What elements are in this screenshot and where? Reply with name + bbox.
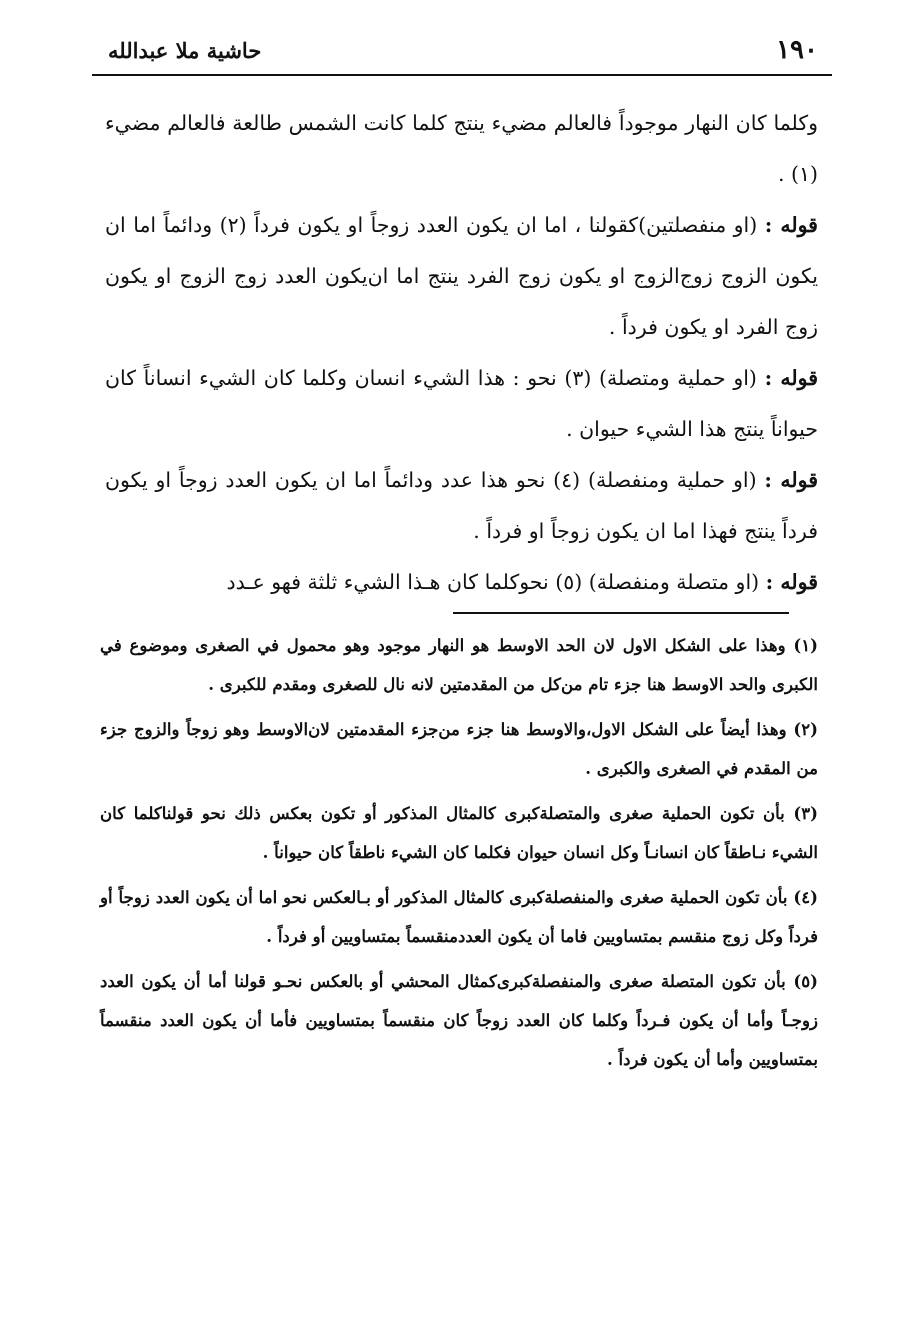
footnote-1: (١) وهذا على الشكل الاول لان الحد الاوسط هو النهار موجود وهو محمول في الصغرى وموضوع في الكبرى والحد الاوسط هنا جزء تام من‌كل من المقدمتين لانه نال للصغرى ومقدم للكبرى . xyxy=(100,635,818,694)
running-title: حاشية ملا عبدالله xyxy=(108,37,262,63)
header-rule xyxy=(92,74,832,76)
paragraph-lead: قوله : xyxy=(765,570,818,594)
body-paragraph-2 xyxy=(105,200,818,353)
body-paragraph-5 xyxy=(105,557,818,608)
page-number: ١٩٠ xyxy=(776,35,818,65)
body-paragraph-4 xyxy=(105,455,818,557)
main-text xyxy=(105,98,818,608)
page-header xyxy=(108,30,818,70)
footnote-4: (٤) بأن تكون الحملية صغرى والمنفصلة‌كبرى كالمثال المذكور أو بـالعكس نحو اما أن يكون العدد زوجاً أو فرداً وكل زوج منقسم بمتساويين فاما أن يكون العددمنقسماً بمتساويين أو فرداً . xyxy=(100,887,818,946)
footnotes xyxy=(100,626,818,1085)
footnote-5: (٥) بأن تكون المتصلة صغرى والمنفصلة‌كبرى‌كمثال المحشي أو بالعكس نحـو قولنا أما أن يكون العدد زوجـاً وأما أن يكون فـرداً وكلما كان العدد زوجاً كان منقسماً بمتساويين فأما أن يكون العدد منقسماً بمتساويين وأما أن يكون فرداً . xyxy=(100,971,818,1069)
paragraph-lead: قوله : xyxy=(764,213,818,237)
paragraph-text: (او منفصلتين)كقولنا ، اما ان يكون العدد زوجاً او يكون فرداً (٢) ودائماً اما ان يكون الزوج زوج‌الزوج او يكون زوج الفرد ينتج اما ان‌يكون العدد زوج الزوج او يكون زوج الفرد او يكون فرداً . xyxy=(105,213,818,339)
paragraph-text: وكلما كان النهار موجوداً فالعالم مضيء ينتج كلما كانت الشمس طالعة فالعالم مضيء (١) . xyxy=(105,111,818,186)
body-paragraph-3 xyxy=(105,353,818,455)
body-paragraph-1 xyxy=(105,98,818,200)
footnote-3: (٣) بأن تكون الحملية صغرى والمتصلة‌كبرى كالمثال المذكور أو تكون بعكس ذلك نحو قولناكلما كان الشيء نـاطقاً كان انسانـاً وكل انسان حيوان فكلما كان الشيء ناطقاً كان حيواناً . xyxy=(100,803,818,862)
paragraph-text: (او حملية ومتصلة) (٣) نحو : هذا الشيء انسان وكلما كان الشيء انساناً كان حيواناً ينتج هذا الشيء حيوان . xyxy=(105,366,818,441)
footnote-2: (٢) وهذا أيضاً على الشكل الاول،والاوسط هنا جزء من‌جزء المقدمتين لان‌الاوسط وهو زوجاً والزوج جزء من المقدم في الصغرى والكبرى . xyxy=(100,719,818,778)
footnote-separator xyxy=(453,612,789,614)
paragraph-text: (او حملية ومنفصلة) (٤) نحو هذا عدد ودائماً اما ان يكون العدد زوجاً او يكون فرداً ينتج فهذا اما ان يكون زوجاً او فرداً . xyxy=(105,468,818,543)
paragraph-lead: قوله : xyxy=(764,366,818,390)
paragraph-lead: قوله : xyxy=(764,468,818,492)
paragraph-text: (او متصلة ومنفصلة) (٥) نحوكلما كان هـذا الشيء ثلثة فهو عـدد xyxy=(226,570,766,594)
